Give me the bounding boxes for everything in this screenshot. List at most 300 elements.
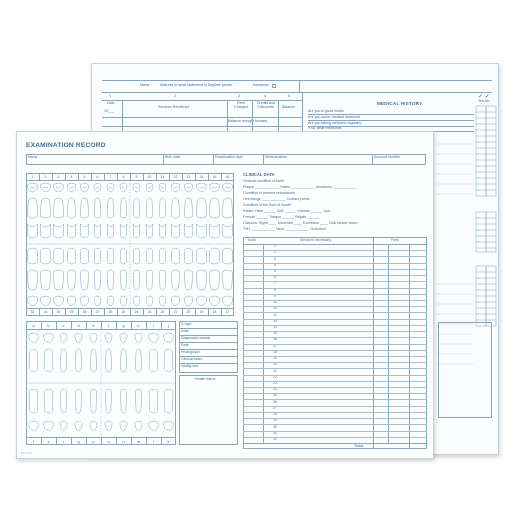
service-row-tooth: 11: [273, 306, 277, 311]
upper-tooth-number: 10: [147, 175, 152, 179]
service-row-tooth: 5: [274, 269, 276, 274]
tooth-outline[interactable]: [53, 296, 64, 306]
balance-header: Balance: [282, 105, 295, 109]
tooth-outline[interactable]: [171, 296, 180, 306]
models-date-item[interactable]: Date: [181, 343, 189, 347]
tooth-outline[interactable]: [171, 270, 179, 290]
tooth-outline[interactable]: [75, 349, 81, 372]
tooth-outline[interactable]: [120, 349, 126, 372]
tooth-outline[interactable]: [44, 421, 54, 431]
lower-tooth-number: 19: [199, 310, 204, 314]
tooth-outline[interactable]: [67, 270, 75, 290]
lower-tooth-number: 17: [225, 310, 230, 314]
table-row[interactable]: [243, 387, 427, 388]
notes-box[interactable]: [438, 322, 492, 418]
tooth-outline[interactable]: [40, 248, 50, 264]
service-row-tooth: 25: [273, 393, 277, 398]
divider: [78, 173, 79, 180]
upper-tooth-number: 13: [186, 175, 191, 179]
history-question: Are you under medical treatment: [308, 115, 361, 119]
year-prefix: 19___: [104, 109, 114, 113]
tooth-outline[interactable]: [159, 224, 166, 238]
upper-tooth-number: 9: [135, 175, 138, 179]
divider: [131, 321, 132, 329]
tooth-outline[interactable]: [90, 421, 97, 431]
tooth-outline[interactable]: [60, 421, 67, 431]
tooth-outline[interactable]: [94, 248, 101, 264]
tooth-outline[interactable]: [135, 187, 138, 188]
divider: [52, 173, 53, 180]
clinical-data-line[interactable]: Plaque ____________ Stains ____________ Abrasions ____________: [243, 185, 357, 189]
tooth-outline[interactable]: [40, 296, 51, 306]
tooth-outline[interactable]: [53, 270, 63, 290]
upper-tooth-number: 2: [44, 175, 47, 179]
clinical-data-line[interactable]: Overhangs ____________ Contact points: [243, 197, 310, 201]
tooth-outline[interactable]: [75, 333, 82, 343]
service-row-tooth: 28: [273, 412, 277, 417]
tooth-outline[interactable]: [75, 421, 82, 431]
tooth-outline[interactable]: [40, 224, 50, 238]
clinical-data-line[interactable]: TMJ ____________ Neck ____________ Occlusion: [243, 227, 326, 231]
tooth-outline[interactable]: [184, 183, 193, 192]
tooth-outline[interactable]: [159, 248, 166, 264]
tooth-outline[interactable]: [146, 248, 153, 264]
clinical-data-line[interactable]: Condition of the floor of mouth: [243, 203, 292, 207]
divider: [122, 100, 123, 134]
table-row[interactable]: [243, 356, 427, 357]
tooth-outline[interactable]: [133, 198, 140, 218]
tooth-outline[interactable]: [109, 187, 112, 188]
clinical-data-title: CLINICAL DATA: [243, 172, 275, 177]
divider: [117, 173, 118, 180]
table-row[interactable]: [243, 431, 427, 432]
divider: [102, 126, 302, 127]
tooth-outline[interactable]: [146, 183, 153, 192]
tooth-outline[interactable]: [133, 296, 140, 306]
health-alerts-box[interactable]: [179, 375, 238, 445]
form-title: EXAMINATION RECORD: [26, 142, 106, 149]
upper-tooth-number: 16: [225, 175, 230, 179]
tooth-outline[interactable]: [40, 183, 51, 192]
primary-upper-letter: f: [107, 323, 110, 328]
tooth-outline[interactable]: [107, 198, 114, 218]
divider: [131, 437, 132, 445]
divider: [169, 308, 170, 316]
tooth-outline[interactable]: [107, 248, 114, 264]
medical-alerts-field[interactable]: Medical alerts: [265, 155, 288, 159]
tooth-outline[interactable]: [105, 389, 111, 413]
tooth-outline[interactable]: [120, 421, 127, 431]
tooth-outline[interactable]: [209, 183, 220, 192]
tooth-outline[interactable]: [80, 183, 89, 192]
tooth-outline[interactable]: [120, 333, 127, 343]
table-row[interactable]: [243, 406, 427, 407]
tooth-outline[interactable]: [122, 187, 125, 188]
clinical-data-line[interactable]: Calculus: Slight ____ Moderate ____ Excessive ____ Oral cancer exam: [243, 221, 358, 225]
primary-lower-letter: q: [77, 439, 80, 444]
table-row[interactable]: [243, 418, 427, 419]
tooth-outline[interactable]: [105, 349, 111, 372]
tooth-outline[interactable]: [80, 198, 88, 218]
tooth-outline[interactable]: [133, 248, 140, 264]
tooth-outline[interactable]: [94, 198, 101, 218]
tooth-outline[interactable]: [80, 248, 88, 264]
table-row[interactable]: [243, 331, 427, 332]
tooth-outline[interactable]: [120, 183, 127, 192]
tooth-outline[interactable]: [27, 224, 37, 238]
tooth-outline[interactable]: [30, 187, 35, 188]
tooth-outline[interactable]: [80, 224, 88, 238]
tooth-outline[interactable]: [90, 389, 96, 413]
service-row-tooth: 10: [273, 300, 277, 305]
tooth-outline[interactable]: [107, 270, 114, 290]
tooth-outline[interactable]: [44, 389, 53, 413]
tooth-outline[interactable]: [164, 389, 173, 413]
tooth-outline[interactable]: [29, 389, 38, 413]
tooth-outline[interactable]: [67, 296, 76, 306]
tooth-outline[interactable]: [67, 248, 75, 264]
tooth-outline[interactable]: [184, 296, 193, 306]
tooth-outline[interactable]: [149, 389, 158, 413]
tooth-outline[interactable]: [60, 349, 66, 372]
column-number: 3: [238, 94, 240, 98]
tooth-outline[interactable]: [53, 224, 63, 238]
tooth-outline[interactable]: [196, 248, 206, 264]
upper-tooth-number: 12: [173, 175, 178, 179]
tooth-outline[interactable]: [90, 349, 96, 372]
divider: [39, 308, 40, 316]
health-alerts-label: Health Alerts: [195, 377, 216, 381]
tooth-outline[interactable]: [69, 187, 73, 188]
tooth-outline[interactable]: [146, 198, 153, 218]
tooth-outline[interactable]: [82, 187, 86, 188]
tooth-outline[interactable]: [135, 421, 142, 431]
table-row[interactable]: [243, 294, 427, 295]
tooth-outline[interactable]: [135, 389, 141, 413]
table-row[interactable]: [243, 437, 427, 438]
birth-date-field[interactable]: Birth date: [165, 155, 181, 159]
divider: [195, 173, 196, 180]
tooth-outline[interactable]: [171, 248, 179, 264]
table-row[interactable]: [243, 275, 427, 276]
tooth-outline[interactable]: [164, 349, 173, 372]
lower-tooth-number: 29: [69, 310, 74, 314]
service-row-tooth: 30: [273, 424, 277, 429]
divider: [156, 173, 157, 180]
tooth-outline[interactable]: [196, 198, 206, 218]
table-row[interactable]: [243, 269, 427, 270]
tooth-outline[interactable]: [171, 183, 180, 192]
clinical-data-line[interactable]: General condition of teeth: [243, 179, 285, 183]
service-row-tooth: 6: [274, 275, 276, 280]
tooth-outline[interactable]: [222, 296, 233, 306]
tooth-outline[interactable]: [75, 389, 81, 413]
tooth-outline[interactable]: [80, 296, 89, 306]
tooth-outline[interactable]: [196, 183, 207, 192]
divider: [227, 100, 228, 134]
upper-tooth-number: 8: [122, 175, 125, 179]
tooth-outline[interactable]: [29, 421, 39, 431]
table-row[interactable]: [243, 306, 427, 307]
tooth-outline[interactable]: [27, 248, 37, 264]
permanent-teeth-diagram[interactable]: [26, 180, 234, 308]
tooth-outline[interactable]: [209, 270, 219, 290]
tooth-outline[interactable]: [184, 224, 192, 238]
tooth-outline[interactable]: [105, 421, 112, 431]
account-number-field[interactable]: Account number: [374, 155, 401, 159]
tooth-outline[interactable]: [56, 187, 61, 188]
tooth-outline[interactable]: [164, 421, 174, 431]
clinical-data-line[interactable]: Condition of present restorations: [243, 191, 295, 195]
divider: [213, 154, 214, 165]
tooth-outline[interactable]: [135, 333, 142, 343]
divider: [182, 308, 183, 316]
divider: [116, 321, 117, 329]
tooth-outline[interactable]: [222, 183, 233, 192]
tooth-outline[interactable]: [209, 224, 219, 238]
primary-lower-letter: l: [153, 439, 154, 444]
primary-upper-letter: i: [153, 323, 154, 328]
divider: [78, 308, 79, 316]
tooth-outline[interactable]: [27, 183, 38, 192]
tooth-outline[interactable]: [135, 349, 141, 372]
tooth-outline[interactable]: [44, 333, 54, 343]
tooth-outline[interactable]: [40, 198, 50, 218]
date-column-header: Date: [107, 101, 115, 105]
tooth-outline[interactable]: [120, 296, 127, 306]
tooth-outline[interactable]: [53, 248, 63, 264]
tooth-outline[interactable]: [173, 187, 177, 188]
table-row[interactable]: [243, 256, 427, 257]
divider: [252, 100, 253, 134]
divider: [65, 308, 66, 316]
tooth-outline[interactable]: [107, 183, 114, 192]
xrays-item[interactable]: X-rays: [181, 322, 192, 326]
divider: [182, 173, 183, 180]
tooth-outline[interactable]: [60, 333, 67, 343]
tooth-outline[interactable]: [53, 198, 63, 218]
tooth-outline[interactable]: [29, 349, 38, 372]
tooth-outline[interactable]: [105, 333, 112, 343]
table-row[interactable]: [243, 344, 427, 345]
yes-no-header: Yes No: [478, 99, 490, 103]
tooth-outline[interactable]: [67, 224, 75, 238]
tooth-outline[interactable]: [94, 224, 101, 238]
tooth-outline[interactable]: [53, 183, 64, 192]
primary-lower-letter: r: [62, 439, 65, 444]
tooth-outline[interactable]: [186, 187, 190, 188]
tooth-outline[interactable]: [146, 224, 153, 238]
divider: [102, 92, 492, 93]
tooth-outline[interactable]: [212, 187, 217, 188]
tooth-outline[interactable]: [149, 333, 159, 343]
table-row[interactable]: [243, 250, 427, 251]
tooth-outline[interactable]: [67, 183, 76, 192]
tooth-outline[interactable]: [94, 270, 101, 290]
tooth-outline[interactable]: [171, 198, 179, 218]
table-row[interactable]: [243, 393, 427, 394]
table-row[interactable]: [243, 381, 427, 382]
tooth-outline[interactable]: [107, 296, 114, 306]
tooth-outline[interactable]: [159, 198, 166, 218]
tooth-outline[interactable]: [96, 187, 99, 188]
table-row[interactable]: [243, 325, 427, 326]
tooth-outline[interactable]: [184, 270, 192, 290]
tooth-outline[interactable]: [40, 270, 50, 290]
service-row-tooth: 29: [273, 418, 277, 423]
divider: [56, 437, 57, 445]
tooth-outline[interactable]: [196, 296, 207, 306]
tooth-outline[interactable]: [148, 187, 151, 188]
tooth-outline[interactable]: [133, 224, 140, 238]
tooth-outline[interactable]: [159, 270, 166, 290]
service-row-tooth: 2: [274, 250, 276, 255]
table-row[interactable]: [243, 263, 427, 264]
tooth-outline[interactable]: [222, 198, 232, 218]
vitality-test-item[interactable]: Vitality test: [181, 364, 199, 368]
clinical-data-line[interactable]: Frenum ______ Tongue ______ Ridges ______: [243, 215, 320, 219]
name-field[interactable]: Name: [28, 155, 38, 159]
tooth-outline[interactable]: [171, 224, 179, 238]
insurance-checkbox[interactable]: [272, 84, 276, 88]
service-row-tooth: 1: [274, 244, 276, 249]
tooth-outline[interactable]: [120, 270, 127, 290]
table-row[interactable]: [243, 399, 427, 400]
primary-upper-letter: j: [168, 323, 169, 328]
table-row[interactable]: [243, 412, 427, 413]
divider: [116, 437, 117, 445]
tooth-outline[interactable]: [146, 270, 153, 290]
table-row[interactable]: [243, 300, 427, 301]
divider: [65, 173, 66, 180]
tooth-outline[interactable]: [164, 333, 174, 343]
tooth-outline[interactable]: [161, 187, 164, 188]
primary-teeth-diagram[interactable]: [26, 329, 176, 437]
tooth-outline[interactable]: [107, 224, 114, 238]
tooth-outline[interactable]: [27, 296, 38, 306]
table-row[interactable]: [243, 424, 427, 425]
table-row[interactable]: [243, 368, 427, 369]
divider: [91, 308, 92, 316]
tooth-outline[interactable]: [222, 224, 232, 238]
form-code: Ref 7047: [21, 451, 33, 455]
photograph-item[interactable]: Photograph: [181, 350, 200, 354]
primary-lower-letter: m: [136, 439, 141, 444]
service-row-tooth: 23: [273, 381, 277, 385]
column-number: 1: [109, 94, 111, 98]
tooth-outline[interactable]: [90, 333, 97, 343]
service-row-tooth: 24: [273, 387, 277, 392]
divider: [86, 321, 87, 329]
divider: [101, 437, 102, 445]
tooth-outline[interactable]: [209, 296, 220, 306]
tooth-outline[interactable]: [149, 421, 159, 431]
tooth-outline[interactable]: [199, 187, 204, 188]
clinical-data-line[interactable]: Palate: Hard ______ Soft ______ Cheeks ______ Lips: [243, 209, 331, 213]
tooth-outline[interactable]: [120, 389, 126, 413]
service-row-tooth: 21: [273, 368, 277, 373]
divider: [146, 321, 147, 329]
tooth-outline[interactable]: [222, 248, 232, 264]
tooth-outline[interactable]: [27, 270, 37, 290]
divider: [169, 173, 170, 180]
upper-tooth-number: 1: [31, 175, 34, 179]
tooth-outline[interactable]: [120, 248, 127, 264]
upper-tooth-number: 3: [57, 175, 60, 179]
lower-tooth-number: 24: [134, 310, 139, 314]
tooth-outline[interactable]: [209, 198, 219, 218]
tooth-outline[interactable]: [43, 187, 48, 188]
tooth-outline[interactable]: [225, 187, 230, 188]
tooth-outline[interactable]: [94, 183, 101, 192]
tooth-outline[interactable]: [44, 349, 53, 372]
divider: [91, 173, 92, 180]
upper-tooth-number: 11: [160, 175, 165, 179]
totals-label: Totals: [354, 444, 364, 448]
tooth-outline[interactable]: [29, 333, 39, 343]
tooth-outline[interactable]: [60, 389, 66, 413]
service-row-tooth: 14: [273, 325, 277, 330]
clinical-exam-item[interactable]: Clinical exam: [181, 357, 203, 361]
divider: [102, 117, 302, 118]
table-row[interactable]: [243, 375, 427, 376]
lower-tooth-number: 25: [121, 310, 126, 314]
lower-tooth-number: 23: [147, 310, 152, 314]
divider: [161, 437, 162, 445]
tooth-outline[interactable]: [184, 248, 192, 264]
tooth-outline[interactable]: [67, 198, 75, 218]
divider: [243, 443, 427, 444]
column-number: 2: [174, 94, 176, 98]
tooth-outline[interactable]: [222, 270, 232, 290]
fees-charged-header: Fees Charged: [234, 101, 248, 109]
tooth-outline[interactable]: [133, 270, 140, 290]
history-question: Are you taking medicine regularly: [308, 121, 362, 125]
tooth-outline[interactable]: [149, 349, 158, 372]
table-row[interactable]: [243, 312, 427, 313]
tooth-outline[interactable]: [209, 248, 219, 264]
examination-date-field[interactable]: Examination date: [215, 155, 243, 159]
tooth-outline[interactable]: [120, 198, 127, 218]
primary-lower-letter: t: [32, 439, 35, 444]
table-row[interactable]: [243, 362, 427, 363]
service-row-tooth: 16: [273, 337, 277, 342]
table-row[interactable]: [243, 319, 427, 320]
tooth-outline[interactable]: [196, 224, 206, 238]
tooth-outline[interactable]: [133, 183, 140, 192]
tooth-outline[interactable]: [120, 224, 127, 238]
tooth-outline[interactable]: [146, 296, 153, 306]
service-row-tooth: 17: [273, 343, 277, 348]
table-row[interactable]: [243, 350, 427, 351]
diagnostic-models-item[interactable]: Diagnostic models: [181, 336, 211, 340]
table-row[interactable]: [243, 337, 427, 338]
divider: [372, 154, 373, 165]
tooth-outline[interactable]: [80, 270, 88, 290]
tooth-outline[interactable]: [27, 198, 37, 218]
tooth-outline[interactable]: [94, 296, 101, 306]
table-row[interactable]: [243, 288, 427, 289]
service-row-tooth: 4: [274, 262, 276, 267]
tooth-outline[interactable]: [184, 198, 192, 218]
tooth-outline[interactable]: [159, 183, 166, 192]
tooth-outline[interactable]: [196, 270, 206, 290]
table-row[interactable]: [243, 281, 427, 282]
tooth-outline[interactable]: [159, 296, 166, 306]
xrays-date-item[interactable]: Date: [181, 329, 189, 333]
lower-tooth-number: 18: [212, 310, 217, 314]
address-field-label: Address to send statement to Daytime phone: [160, 83, 232, 87]
